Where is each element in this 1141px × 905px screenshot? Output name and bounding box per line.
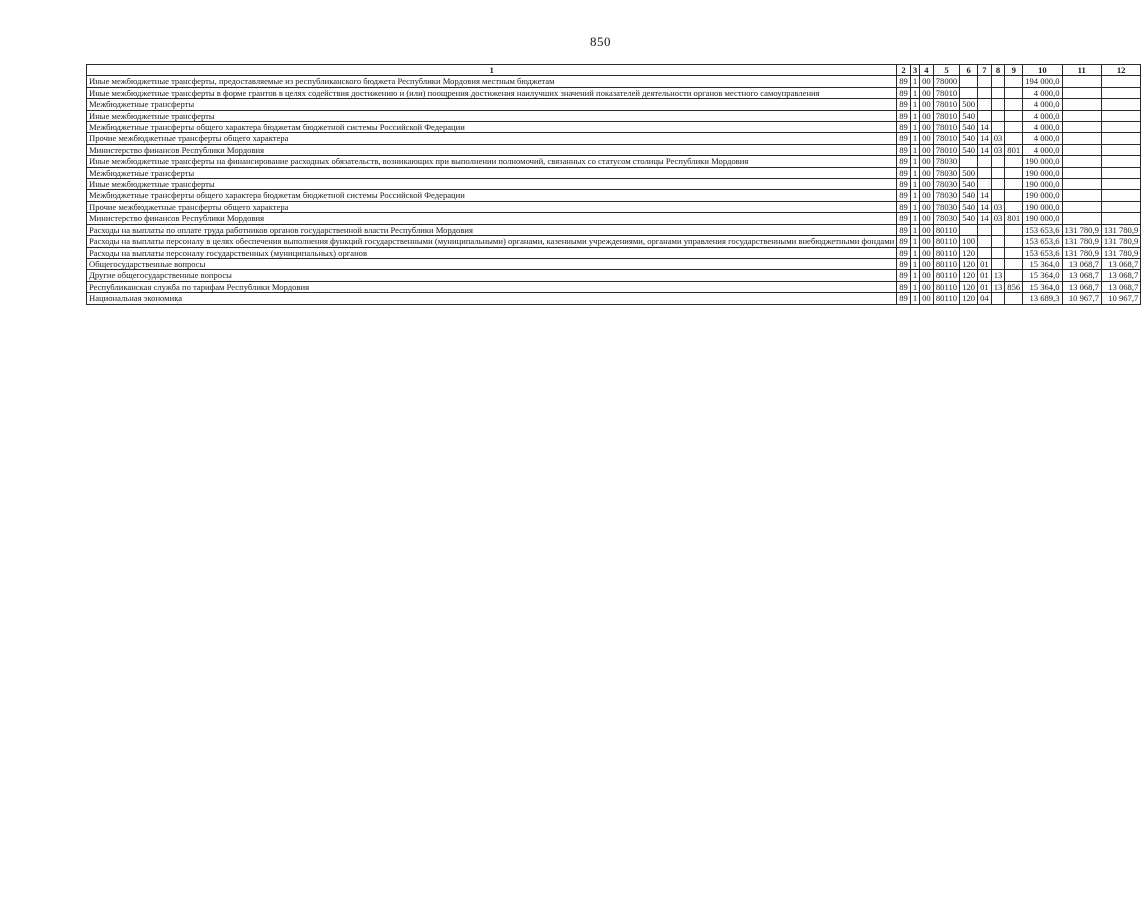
code-cell: 00 bbox=[920, 224, 934, 235]
amount-cell bbox=[1101, 110, 1140, 121]
code-cell: 89 bbox=[897, 201, 911, 212]
code-cell bbox=[978, 76, 992, 87]
code-cell: 14 bbox=[978, 144, 992, 155]
code-cell: 01 bbox=[978, 258, 992, 269]
amount-cell bbox=[1062, 190, 1101, 201]
code-cell: 13 bbox=[991, 270, 1005, 281]
amount-cell: 190 000,0 bbox=[1023, 201, 1062, 212]
code-cell: 00 bbox=[920, 247, 934, 258]
amount-cell bbox=[1062, 87, 1101, 98]
code-cell: 89 bbox=[897, 236, 911, 247]
amount-cell: 190 000,0 bbox=[1023, 190, 1062, 201]
code-cell: 540 bbox=[960, 190, 978, 201]
code-cell: 1 bbox=[910, 133, 919, 144]
amount-cell: 13 068,7 bbox=[1101, 281, 1140, 292]
table-row bbox=[87, 133, 1141, 144]
row-name-cell: Общегосударственные вопросы bbox=[87, 258, 897, 269]
code-cell: 78030 bbox=[933, 167, 959, 178]
table-row bbox=[87, 144, 1141, 155]
amount-cell: 190 000,0 bbox=[1023, 167, 1062, 178]
code-cell bbox=[1005, 156, 1023, 167]
column-header: 2 bbox=[897, 65, 911, 76]
code-cell: 89 bbox=[897, 76, 911, 87]
code-cell bbox=[1005, 179, 1023, 190]
amount-cell: 13 068,7 bbox=[1062, 270, 1101, 281]
code-cell: 00 bbox=[920, 270, 934, 281]
code-cell: 80110 bbox=[933, 224, 959, 235]
code-cell: 00 bbox=[920, 144, 934, 155]
code-cell: 78030 bbox=[933, 213, 959, 224]
amount-cell: 131 780,9 bbox=[1101, 236, 1140, 247]
table-header-row bbox=[87, 65, 1141, 76]
code-cell: 89 bbox=[897, 99, 911, 110]
code-cell: 89 bbox=[897, 270, 911, 281]
code-cell bbox=[960, 224, 978, 235]
amount-cell: 4 000,0 bbox=[1023, 133, 1062, 144]
row-name-cell: Иные межбюджетные трансферты в форме грантов в целях содействия достижению и (или) поощрения достижения наилучших значений показателей деятельности органов местного самоуправления bbox=[87, 87, 897, 98]
amount-cell: 4 000,0 bbox=[1023, 144, 1062, 155]
code-cell: 89 bbox=[897, 87, 911, 98]
code-cell bbox=[991, 167, 1005, 178]
amount-cell: 190 000,0 bbox=[1023, 156, 1062, 167]
amount-cell bbox=[1101, 201, 1140, 212]
code-cell: 89 bbox=[897, 133, 911, 144]
code-cell: 1 bbox=[910, 201, 919, 212]
row-name-cell: Иные межбюджетные трансферты, предоставляемые из республиканского бюджета Республики Мордовия местным бюджетам bbox=[87, 76, 897, 87]
code-cell: 120 bbox=[960, 247, 978, 258]
amount-cell bbox=[1101, 122, 1140, 133]
code-cell bbox=[991, 179, 1005, 190]
amount-cell bbox=[1101, 76, 1140, 87]
code-cell bbox=[1005, 247, 1023, 258]
code-cell: 89 bbox=[897, 190, 911, 201]
code-cell: 1 bbox=[910, 258, 919, 269]
code-cell: 00 bbox=[920, 122, 934, 133]
amount-cell bbox=[1101, 179, 1140, 190]
code-cell: 78030 bbox=[933, 179, 959, 190]
code-cell bbox=[960, 87, 978, 98]
code-cell: 89 bbox=[897, 224, 911, 235]
code-cell bbox=[991, 122, 1005, 133]
column-header: 11 bbox=[1062, 65, 1101, 76]
amount-cell: 13 068,7 bbox=[1062, 258, 1101, 269]
table-row bbox=[87, 167, 1141, 178]
amount-cell: 153 653,6 bbox=[1023, 236, 1062, 247]
table-row bbox=[87, 190, 1141, 201]
code-cell: 500 bbox=[960, 167, 978, 178]
code-cell: 89 bbox=[897, 213, 911, 224]
column-header: 5 bbox=[933, 65, 959, 76]
amount-cell bbox=[1062, 76, 1101, 87]
code-cell bbox=[978, 179, 992, 190]
code-cell: 89 bbox=[897, 167, 911, 178]
code-cell: 00 bbox=[920, 133, 934, 144]
amount-cell bbox=[1101, 190, 1140, 201]
amount-cell bbox=[1101, 87, 1140, 98]
table-row bbox=[87, 293, 1141, 304]
code-cell: 89 bbox=[897, 281, 911, 292]
amount-cell bbox=[1062, 213, 1101, 224]
amount-cell bbox=[1062, 201, 1101, 212]
code-cell bbox=[1005, 167, 1023, 178]
amount-cell: 194 000,0 bbox=[1023, 76, 1062, 87]
amount-cell: 10 967,7 bbox=[1062, 293, 1101, 304]
code-cell: 1 bbox=[910, 110, 919, 121]
column-header: 1 bbox=[87, 65, 897, 76]
amount-cell: 15 364,0 bbox=[1023, 258, 1062, 269]
code-cell bbox=[1005, 87, 1023, 98]
code-cell: 120 bbox=[960, 270, 978, 281]
code-cell: 78010 bbox=[933, 110, 959, 121]
row-name-cell: Межбюджетные трансферты общего характера бюджетам бюджетной системы Российской Федерации bbox=[87, 190, 897, 201]
code-cell: 04 bbox=[978, 293, 992, 304]
code-cell: 00 bbox=[920, 110, 934, 121]
table-row bbox=[87, 213, 1141, 224]
amount-cell bbox=[1062, 167, 1101, 178]
amount-cell: 10 967,7 bbox=[1101, 293, 1140, 304]
code-cell bbox=[991, 190, 1005, 201]
code-cell bbox=[1005, 133, 1023, 144]
column-header: 6 bbox=[960, 65, 978, 76]
budget-table bbox=[86, 64, 1141, 305]
code-cell bbox=[960, 76, 978, 87]
amount-cell: 131 780,9 bbox=[1062, 236, 1101, 247]
code-cell: 89 bbox=[897, 144, 911, 155]
column-header: 3 bbox=[910, 65, 919, 76]
code-cell bbox=[1005, 122, 1023, 133]
code-cell: 00 bbox=[920, 167, 934, 178]
row-name-cell: Межбюджетные трансферты общего характера бюджетам бюджетной системы Российской Федерации bbox=[87, 122, 897, 133]
code-cell bbox=[1005, 201, 1023, 212]
amount-cell: 131 780,9 bbox=[1101, 247, 1140, 258]
code-cell bbox=[1005, 270, 1023, 281]
table-row bbox=[87, 156, 1141, 167]
row-name-cell: Национальная экономика bbox=[87, 293, 897, 304]
code-cell bbox=[978, 87, 992, 98]
code-cell: 00 bbox=[920, 156, 934, 167]
code-cell: 80110 bbox=[933, 236, 959, 247]
amount-cell: 13 068,7 bbox=[1101, 270, 1140, 281]
code-cell: 1 bbox=[910, 156, 919, 167]
code-cell: 00 bbox=[920, 236, 934, 247]
table-row bbox=[87, 87, 1141, 98]
code-cell: 14 bbox=[978, 133, 992, 144]
table-row bbox=[87, 99, 1141, 110]
row-name-cell: Расходы на выплаты персоналу в целях обеспечения выполнения функций государственными (муниципальными) органами, казенными учреждениями, органами управления государственными внебюджетными фондами bbox=[87, 236, 897, 247]
code-cell: 1 bbox=[910, 213, 919, 224]
table-row bbox=[87, 76, 1141, 87]
code-cell: 80110 bbox=[933, 281, 959, 292]
table-row bbox=[87, 270, 1141, 281]
code-cell bbox=[978, 99, 992, 110]
row-name-cell: Прочие межбюджетные трансферты общего характера bbox=[87, 133, 897, 144]
code-cell: 13 bbox=[991, 281, 1005, 292]
code-cell bbox=[1005, 236, 1023, 247]
amount-cell: 4 000,0 bbox=[1023, 122, 1062, 133]
code-cell bbox=[1005, 76, 1023, 87]
table-row bbox=[87, 224, 1141, 235]
row-name-cell: Межбюджетные трансферты bbox=[87, 167, 897, 178]
code-cell: 78030 bbox=[933, 156, 959, 167]
amount-cell bbox=[1062, 133, 1101, 144]
code-cell bbox=[991, 76, 1005, 87]
code-cell: 801 bbox=[1005, 213, 1023, 224]
code-cell bbox=[991, 156, 1005, 167]
code-cell bbox=[1005, 258, 1023, 269]
code-cell: 89 bbox=[897, 110, 911, 121]
code-cell: 03 bbox=[991, 213, 1005, 224]
code-cell bbox=[978, 110, 992, 121]
row-name-cell: Республиканская служба по тарифам Республики Мордовия bbox=[87, 281, 897, 292]
code-cell bbox=[1005, 293, 1023, 304]
code-cell bbox=[1005, 190, 1023, 201]
code-cell bbox=[978, 156, 992, 167]
amount-cell bbox=[1101, 167, 1140, 178]
code-cell: 01 bbox=[978, 270, 992, 281]
code-cell: 80110 bbox=[933, 293, 959, 304]
amount-cell bbox=[1062, 156, 1101, 167]
code-cell: 1 bbox=[910, 76, 919, 87]
table-row bbox=[87, 236, 1141, 247]
column-header: 4 bbox=[920, 65, 934, 76]
code-cell bbox=[991, 258, 1005, 269]
code-cell: 1 bbox=[910, 247, 919, 258]
row-name-cell: Иные межбюджетные трансферты bbox=[87, 110, 897, 121]
code-cell: 1 bbox=[910, 190, 919, 201]
amount-cell: 131 780,9 bbox=[1062, 224, 1101, 235]
code-cell: 1 bbox=[910, 281, 919, 292]
amount-cell bbox=[1062, 122, 1101, 133]
code-cell: 1 bbox=[910, 179, 919, 190]
code-cell: 80110 bbox=[933, 270, 959, 281]
amount-cell: 190 000,0 bbox=[1023, 213, 1062, 224]
table-row bbox=[87, 258, 1141, 269]
amount-cell: 131 780,9 bbox=[1101, 224, 1140, 235]
code-cell: 78010 bbox=[933, 99, 959, 110]
column-header: 9 bbox=[1005, 65, 1023, 76]
code-cell: 540 bbox=[960, 144, 978, 155]
code-cell: 78030 bbox=[933, 190, 959, 201]
code-cell: 1 bbox=[910, 144, 919, 155]
code-cell: 78000 bbox=[933, 76, 959, 87]
code-cell bbox=[978, 236, 992, 247]
code-cell: 03 bbox=[991, 201, 1005, 212]
amount-cell bbox=[1101, 144, 1140, 155]
code-cell: 80110 bbox=[933, 247, 959, 258]
table-row bbox=[87, 201, 1141, 212]
code-cell bbox=[978, 224, 992, 235]
row-name-cell: Межбюджетные трансферты bbox=[87, 99, 897, 110]
table-row bbox=[87, 110, 1141, 121]
code-cell: 00 bbox=[920, 87, 934, 98]
code-cell: 1 bbox=[910, 87, 919, 98]
amount-cell bbox=[1062, 179, 1101, 190]
amount-cell bbox=[1101, 213, 1140, 224]
amount-cell bbox=[1062, 144, 1101, 155]
code-cell: 540 bbox=[960, 179, 978, 190]
code-cell bbox=[960, 156, 978, 167]
row-name-cell: Прочие межбюджетные трансферты общего характера bbox=[87, 201, 897, 212]
code-cell: 00 bbox=[920, 201, 934, 212]
amount-cell bbox=[1101, 133, 1140, 144]
code-cell: 00 bbox=[920, 99, 934, 110]
code-cell bbox=[1005, 110, 1023, 121]
code-cell: 78010 bbox=[933, 87, 959, 98]
code-cell: 1 bbox=[910, 224, 919, 235]
code-cell: 78030 bbox=[933, 201, 959, 212]
code-cell: 78010 bbox=[933, 144, 959, 155]
code-cell: 03 bbox=[991, 144, 1005, 155]
column-header: 12 bbox=[1101, 65, 1140, 76]
code-cell: 1 bbox=[910, 236, 919, 247]
code-cell: 89 bbox=[897, 156, 911, 167]
code-cell bbox=[978, 167, 992, 178]
amount-cell: 15 364,0 bbox=[1023, 270, 1062, 281]
amount-cell: 13 689,3 bbox=[1023, 293, 1062, 304]
amount-cell: 131 780,9 bbox=[1062, 247, 1101, 258]
row-name-cell: Иные межбюджетные трансферты bbox=[87, 179, 897, 190]
code-cell bbox=[991, 110, 1005, 121]
table-row bbox=[87, 247, 1141, 258]
row-name-cell: Расходы на выплаты персоналу государственных (муниципальных) органов bbox=[87, 247, 897, 258]
code-cell: 89 bbox=[897, 247, 911, 258]
column-header: 10 bbox=[1023, 65, 1062, 76]
code-cell: 540 bbox=[960, 133, 978, 144]
code-cell: 500 bbox=[960, 99, 978, 110]
code-cell: 801 bbox=[1005, 144, 1023, 155]
code-cell: 1 bbox=[910, 99, 919, 110]
column-header: 7 bbox=[978, 65, 992, 76]
code-cell: 1 bbox=[910, 270, 919, 281]
amount-cell: 153 653,6 bbox=[1023, 224, 1062, 235]
code-cell: 03 bbox=[991, 133, 1005, 144]
code-cell: 00 bbox=[920, 76, 934, 87]
code-cell: 1 bbox=[910, 122, 919, 133]
code-cell: 540 bbox=[960, 201, 978, 212]
code-cell: 00 bbox=[920, 190, 934, 201]
code-cell: 120 bbox=[960, 293, 978, 304]
amount-cell: 4 000,0 bbox=[1023, 87, 1062, 98]
amount-cell: 4 000,0 bbox=[1023, 99, 1062, 110]
code-cell: 120 bbox=[960, 258, 978, 269]
table-body bbox=[87, 76, 1141, 304]
code-cell: 1 bbox=[910, 167, 919, 178]
row-name-cell: Иные межбюджетные трансферты на финансирование расходных обязательств, возникающих при выполнении полномочий, связанных со статусом столицы Республики Мордовия bbox=[87, 156, 897, 167]
code-cell: 14 bbox=[978, 201, 992, 212]
table-row bbox=[87, 122, 1141, 133]
code-cell bbox=[991, 224, 1005, 235]
row-name-cell: Расходы на выплаты по оплате труда работников органов государственной власти Республики Мордовия bbox=[87, 224, 897, 235]
row-name-cell: Министерство финансов Республики Мордовия bbox=[87, 144, 897, 155]
code-cell bbox=[991, 247, 1005, 258]
amount-cell: 4 000,0 bbox=[1023, 110, 1062, 121]
row-name-cell: Другие общегосударственные вопросы bbox=[87, 270, 897, 281]
table-row bbox=[87, 179, 1141, 190]
amount-cell: 15 364,0 bbox=[1023, 281, 1062, 292]
code-cell bbox=[978, 247, 992, 258]
code-cell: 78010 bbox=[933, 122, 959, 133]
code-cell: 89 bbox=[897, 179, 911, 190]
code-cell bbox=[1005, 99, 1023, 110]
code-cell: 89 bbox=[897, 258, 911, 269]
amount-cell: 190 000,0 bbox=[1023, 179, 1062, 190]
code-cell: 14 bbox=[978, 213, 992, 224]
code-cell: 100 bbox=[960, 236, 978, 247]
amount-cell: 13 068,7 bbox=[1101, 258, 1140, 269]
code-cell: 01 bbox=[978, 281, 992, 292]
code-cell: 00 bbox=[920, 179, 934, 190]
code-cell: 00 bbox=[920, 213, 934, 224]
code-cell: 80110 bbox=[933, 258, 959, 269]
code-cell: 540 bbox=[960, 110, 978, 121]
code-cell: 89 bbox=[897, 293, 911, 304]
code-cell: 1 bbox=[910, 293, 919, 304]
code-cell bbox=[1005, 224, 1023, 235]
amount-cell bbox=[1062, 110, 1101, 121]
table-row bbox=[87, 281, 1141, 292]
code-cell: 00 bbox=[920, 293, 934, 304]
code-cell: 00 bbox=[920, 281, 934, 292]
amount-cell: 13 068,7 bbox=[1062, 281, 1101, 292]
code-cell: 78010 bbox=[933, 133, 959, 144]
amount-cell bbox=[1101, 99, 1140, 110]
code-cell bbox=[991, 99, 1005, 110]
code-cell: 14 bbox=[978, 190, 992, 201]
code-cell bbox=[991, 87, 1005, 98]
code-cell bbox=[991, 236, 1005, 247]
amount-cell bbox=[1101, 156, 1140, 167]
code-cell: 14 bbox=[978, 122, 992, 133]
amount-cell: 153 653,6 bbox=[1023, 247, 1062, 258]
code-cell: 540 bbox=[960, 122, 978, 133]
code-cell: 540 bbox=[960, 213, 978, 224]
column-header: 8 bbox=[991, 65, 1005, 76]
row-name-cell: Министерство финансов Республики Мордовия bbox=[87, 213, 897, 224]
page-number: 850 bbox=[590, 34, 611, 49]
code-cell: 89 bbox=[897, 122, 911, 133]
code-cell bbox=[991, 293, 1005, 304]
code-cell: 120 bbox=[960, 281, 978, 292]
code-cell: 00 bbox=[920, 258, 934, 269]
amount-cell bbox=[1062, 99, 1101, 110]
code-cell: 856 bbox=[1005, 281, 1023, 292]
